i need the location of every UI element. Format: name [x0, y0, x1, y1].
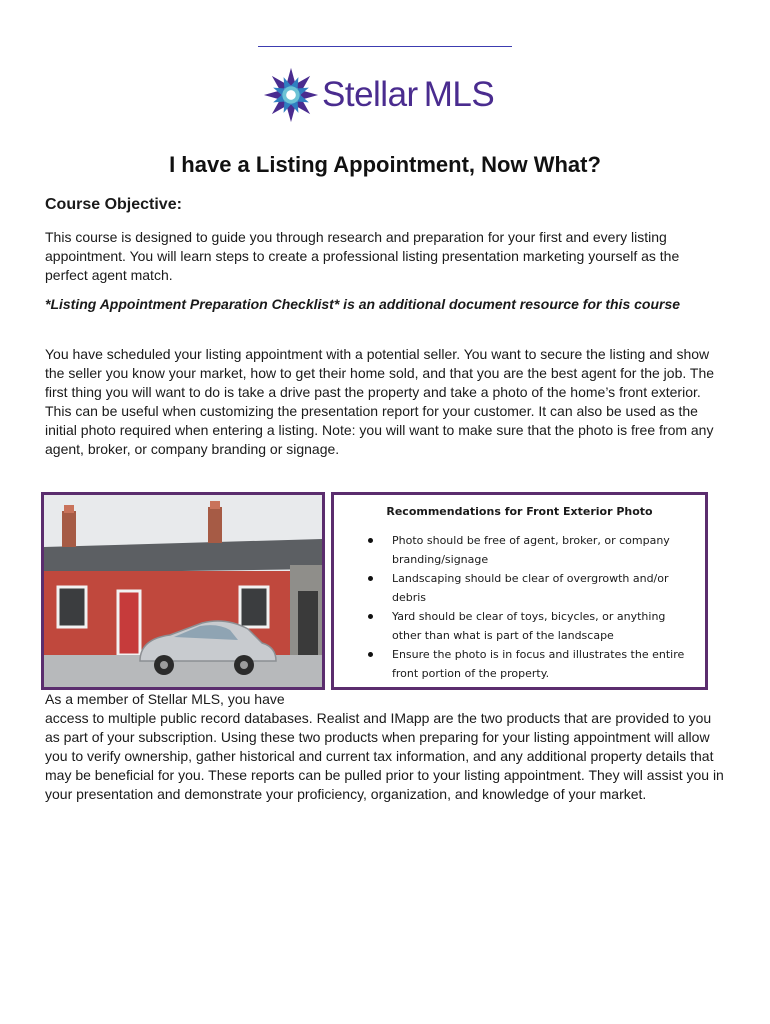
recommendations-title: Recommendations for Front Exterior Photo [386, 505, 653, 518]
bullet-icon [368, 652, 373, 657]
logo-word-mls: MLS [423, 75, 495, 114]
member-paragraph: access to multiple public record databases. Realist and IMapp are the two products that are provided to you as part of your subscription. Using these two products when preparing for your listing appointment will allow you to verify ownership, gather historical and current tax information, and any additional property details that may be beneficial for you. These reports can be pulled prior to your listing appointment. They will assist you in your presentation and demonstrate your proficiency, organization, and knowledge of your market. [45, 710, 724, 802]
header-rule [258, 46, 512, 47]
list-item [368, 607, 688, 645]
front-exterior-photo [41, 492, 325, 690]
stellar-mls-logo [262, 64, 502, 126]
recommendations-box [331, 492, 708, 690]
logo-word-stellar: Stellar [322, 75, 418, 114]
list-item-text: Ensure the photo is in focus and illustrates the entire front portion of the property. [392, 648, 685, 680]
list-item-text: Photo should be free of agent, broker, or company branding/signage [392, 534, 670, 566]
course-objective-heading: Course Objective: [45, 196, 182, 213]
list-item-text: Yard should be clear of toys, bicycles, or anything other than what is part of the landscape [392, 610, 666, 642]
list-item-text: Landscaping should be clear of overgrowth and/or debris [392, 572, 669, 604]
bullet-icon [368, 576, 373, 581]
page-title: I have a Listing Appointment, Now What? [169, 152, 601, 177]
recommendations-list [368, 531, 688, 683]
member-paragraph-start: As a member of Stellar MLS, you have [45, 691, 285, 707]
bullet-icon [368, 538, 373, 543]
checklist-note: *Listing Appointment Preparation Checklist* is an additional document resource for this course [45, 296, 681, 312]
list-item [368, 531, 688, 569]
list-item [368, 645, 688, 683]
bullet-icon [368, 614, 373, 619]
scheduled-paragraph: You have scheduled your listing appointment with a potential seller. You want to secure the listing and show the seller you know your market, how to get their home sold, and that you are the best agent for the job. The first thing you will want to do is take a drive past the property and take a photo of the home’s front exterior. This can be useful when customizing the presentation report for your customer. It can also be used as the initial photo required when entering a listing. Note: you will want to make sure that the photo is free from any agent, broker, or company branding or signage. [45, 346, 715, 457]
list-item [368, 569, 688, 607]
house-photo-illustration [44, 495, 322, 687]
intro-paragraph: This course is designed to guide you through research and preparation for your first and every listing appointment. You will learn steps to create a professional listing presentation marketing yourself as the perfect agent match. [45, 229, 680, 283]
stellar-star-icon [262, 66, 320, 124]
